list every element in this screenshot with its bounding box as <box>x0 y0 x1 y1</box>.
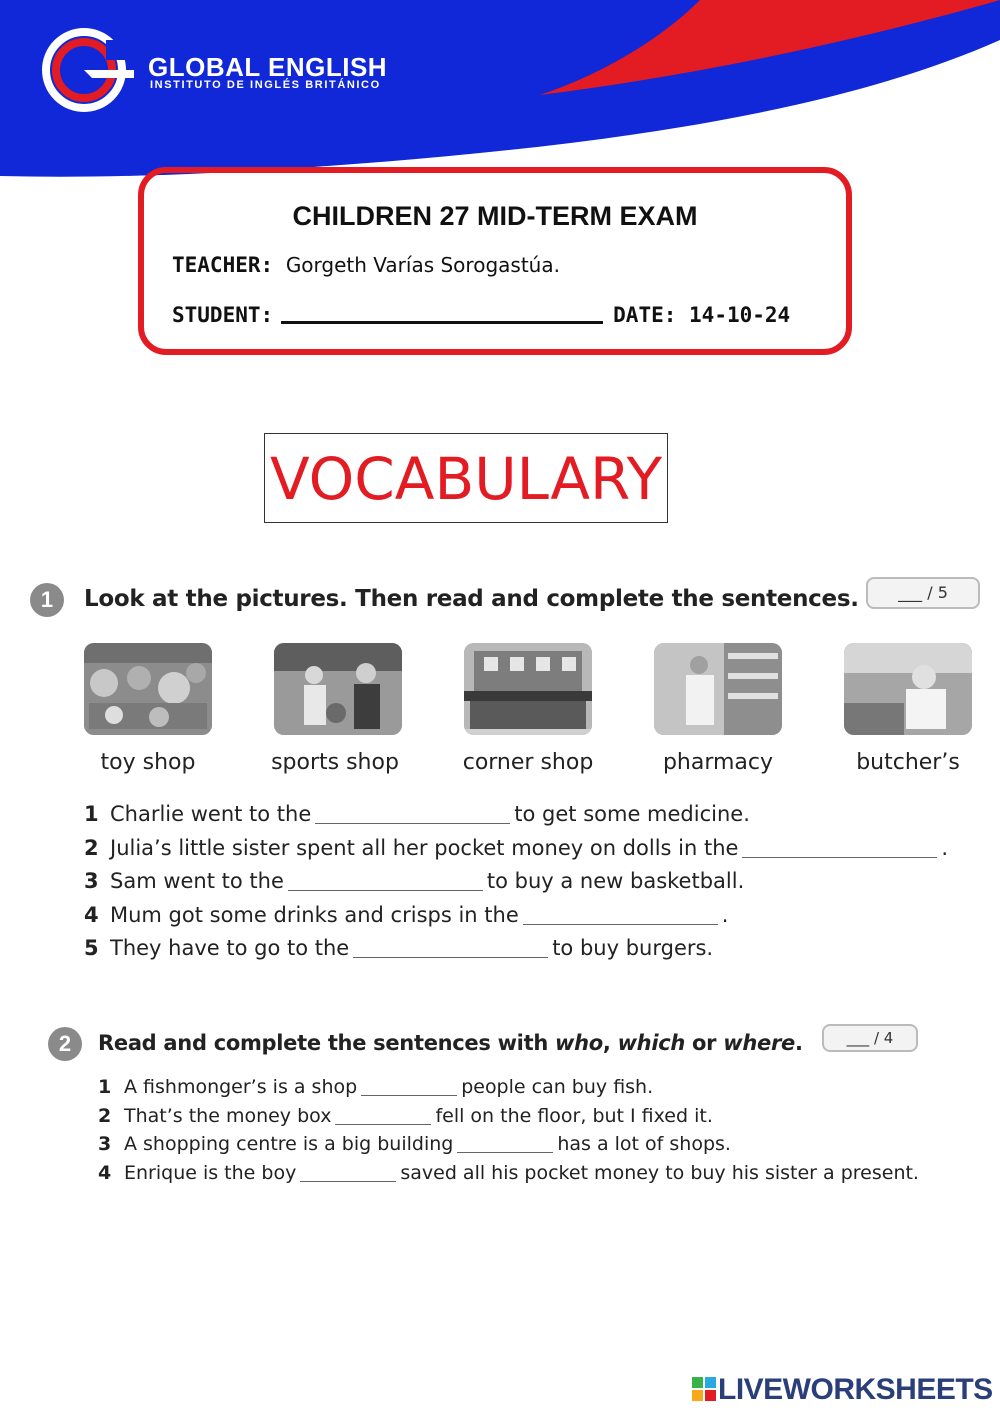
sentence-text: to get some medicine. <box>514 802 750 826</box>
sentence-1-2 <box>84 836 948 870</box>
exercise-1-sentences <box>84 802 948 970</box>
section-title-box <box>264 433 668 523</box>
exercise-1-instruction: Look at the pictures. Then read and complete the sentences. <box>84 586 859 612</box>
sentence-number: 1 <box>84 802 99 826</box>
sentence-number: 1 <box>98 1076 112 1098</box>
liveworksheets-logo <box>692 1374 993 1406</box>
sentence-number: 5 <box>84 936 99 960</box>
sentence-text: Mum got some drinks and crisps in the <box>110 902 519 927</box>
butchers-photo <box>844 643 972 735</box>
sentence-text: to buy burgers. <box>552 936 714 960</box>
liveworksheets-grid-icon <box>692 1377 716 1401</box>
exercise-1-number: 1 <box>30 583 64 617</box>
exam-header-box <box>138 167 852 355</box>
sentence-number: 2 <box>84 835 99 860</box>
toy-shop-photo <box>84 643 212 735</box>
exercise-2-score: ___ / 4 <box>822 1024 918 1052</box>
sentence-text: They have to go to the <box>110 936 350 960</box>
teacher-label: TEACHER: <box>172 253 274 277</box>
instruction-text: or <box>685 1031 724 1055</box>
sentence-text: people can buy fish. <box>461 1076 654 1098</box>
sentence-number: 4 <box>84 902 99 927</box>
instruction-text: Read and complete the sentences with <box>98 1031 555 1055</box>
picture-label-sports-shop: sports shop <box>271 750 399 775</box>
sentence-text: Sam went to the <box>110 869 284 893</box>
teacher-name: Gorgeth Varías Sorogastúa. <box>285 253 560 277</box>
sports-shop-photo <box>274 643 402 735</box>
pharmacy-photo <box>654 643 782 735</box>
sentence-number: 3 <box>84 869 99 893</box>
exercise-2-instruction <box>98 1031 803 1055</box>
student-name-field[interactable] <box>281 301 603 324</box>
sentence-text: . <box>721 902 729 927</box>
answer-blank[interactable] <box>742 839 937 858</box>
sentence-1-1 <box>84 802 948 836</box>
answer-blank[interactable] <box>300 1163 396 1182</box>
corner-shop-photo <box>464 643 592 735</box>
answer-blank[interactable] <box>353 939 548 958</box>
sentence-text: A fishmonger’s is a shop <box>124 1076 358 1098</box>
instruction-text: , <box>602 1031 618 1055</box>
picture-label-toy-shop: toy shop <box>100 750 196 775</box>
sentence-2-3 <box>98 1133 919 1162</box>
sentence-number: 2 <box>98 1104 112 1127</box>
sentence-text: Enrique is the boy <box>124 1162 297 1185</box>
liveworksheets-brand: LIVEWORKSHEETS <box>718 1373 993 1406</box>
sentence-1-5 <box>84 936 948 970</box>
sentence-2-2 <box>98 1105 919 1134</box>
answer-blank[interactable] <box>523 906 718 925</box>
sentence-text: has a lot of shops. <box>557 1133 731 1156</box>
answer-blank[interactable] <box>457 1134 553 1153</box>
picture-label-pharmacy: pharmacy <box>662 750 774 775</box>
answer-blank[interactable] <box>288 872 483 891</box>
sentence-number: 3 <box>98 1133 112 1156</box>
sentence-text: saved all his pocket money to buy his sister a present. <box>400 1162 919 1185</box>
sentence-2-4 <box>98 1162 919 1191</box>
exercise-1-score: ___ / 5 <box>866 577 980 609</box>
answer-blank[interactable] <box>315 805 510 824</box>
answer-blank[interactable] <box>361 1077 457 1096</box>
section-title: VOCABULARY <box>269 445 663 513</box>
sentence-text: That’s the money box <box>124 1104 332 1127</box>
brand-name: GLOBAL ENGLISH <box>148 52 388 82</box>
sentence-text: to buy a new basketball. <box>486 869 745 893</box>
instruction-text: . <box>794 1031 803 1055</box>
instruction-keyword: who <box>554 1031 603 1055</box>
picture-label-corner-shop: corner shop <box>462 750 594 775</box>
sentence-1-3 <box>84 869 948 903</box>
sentence-text: Julia’s little sister spent all her pocket money on dolls in the <box>110 835 739 860</box>
sentence-number: 4 <box>98 1162 112 1185</box>
sentence-text: Charlie went to the <box>110 802 312 826</box>
global-english-logo-icon <box>36 22 146 112</box>
sentence-text: fell on the floor, but I fixed it. <box>435 1104 713 1127</box>
teacher-row <box>172 253 560 277</box>
exercise-2-sentences <box>98 1076 919 1191</box>
picture-label-butchers: butcher’s <box>856 750 960 775</box>
date-label: DATE: <box>613 303 677 327</box>
date-value: 14-10-24 <box>689 303 791 327</box>
instruction-keyword: which <box>617 1031 686 1055</box>
exam-title: CHILDREN 27 MID-TERM EXAM <box>292 201 698 231</box>
sentence-1-4 <box>84 903 948 937</box>
brand-subtitle: INSTITUTO DE INGLÉS BRITÁNICO <box>150 79 381 91</box>
sentence-text: A shopping centre is a big building <box>124 1133 454 1156</box>
student-row <box>172 301 790 327</box>
sentence-text: . <box>941 835 949 860</box>
exercise-2-number: 2 <box>48 1027 82 1061</box>
sentence-2-1 <box>98 1076 919 1105</box>
answer-blank[interactable] <box>335 1106 431 1125</box>
instruction-keyword: where <box>723 1031 795 1055</box>
student-label: STUDENT: <box>172 303 274 327</box>
